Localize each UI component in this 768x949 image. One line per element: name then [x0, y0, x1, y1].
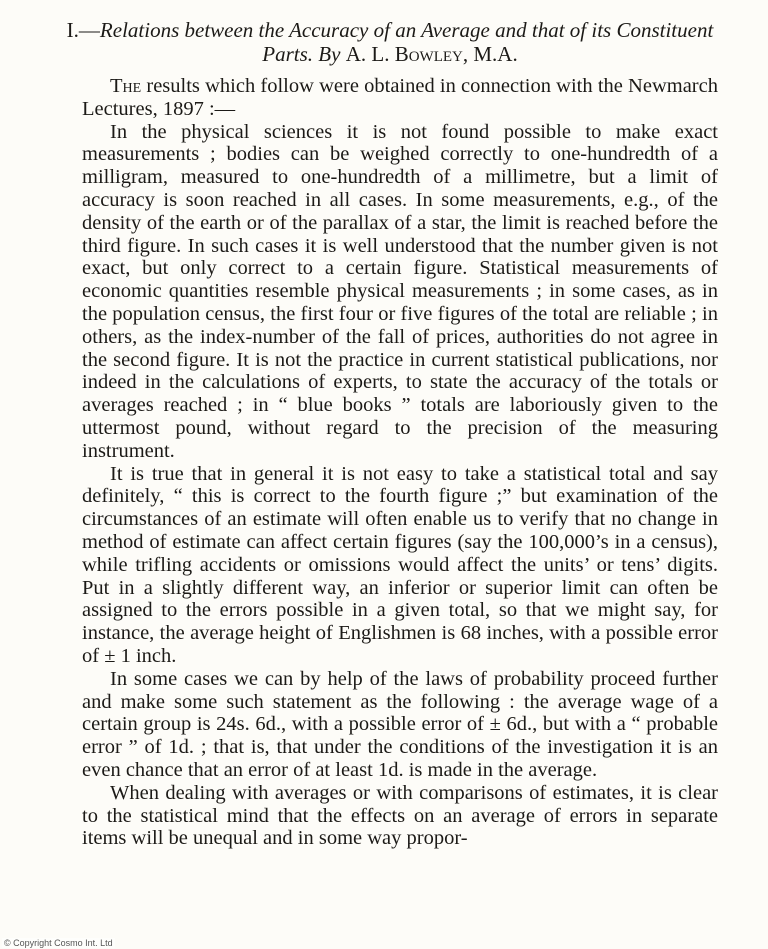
paragraph-lead: The [110, 75, 142, 97]
paragraph-4: In some cases we can by help of the laws of probability proceed further and make some such statement as the following : the average wage of a certain group is 24s. 6d., with a possible error of ± 6d., but with a “ probable error ” of 1d. ; that is, that under the conditions of the investigation it is an even chance that an error of at least 1d. is made in the average. [82, 667, 718, 781]
title-number: I.— [66, 18, 100, 42]
title-by: By [318, 42, 341, 66]
paragraph-1 [82, 75, 718, 121]
title-text: Relations between the Accuracy of an Average and that of its Constituent Parts. [99, 18, 714, 66]
paragraph-text: results which follow were obtained in connection with the Newmarch Lectures, 1897 :— [82, 75, 718, 120]
paragraph-2: In the physical sciences it is not found possible to make exact measurements ; bodies can be weighed correctly to one-hundredth of a milligram, measured to one-hundredth of a millimetre, but a limit of accuracy is soon reached in all cases. In some measurements, e.g., of the density of the earth or of the parallax of a star, the limit is reached before the third figure. In such cases it is well understood that the number given is not exact, but only correct to a certain figure. Statistical measurements of economic quantities resemble physical measurements ; in some cases, as in the population census, the first four or five figures of the total are reliable ; in others, as the index-number of the fall of prices, authorities do not agree in the second figure. It is not the practice in current statistical publications, nor indeed in the calculations of experts, to state the accuracy of the totals or averages reached ; in “ blue books ” totals are laboriously given to the uttermost pound, without regard to the precision of the measuring instrument. [82, 120, 718, 462]
article-title [55, 18, 725, 66]
paragraph-5: When dealing with averages or with comparisons of estimates, it is clear to the statistical mind that the effects on an average of errors in separate items will be unequal and in some way propor- [82, 781, 718, 850]
paragraph-3: It is true that in general it is not easy to take a statistical total and say definitely, “ this is correct to the fourth figure ;” but examination of the circumstances of an estimate will often enable us to verify that no change in method of estimate can affect certain figures (say the 100,000’s in a census), while trifling accidents or omissions would affect the units’ or tens’ digits. Put in a slightly different way, an inferior or superior limit can often be assigned to the errors possible in a given total, so that we might say, for instance, the average height of Englishmen is 68 inches, with a possible error of ± 1 inch. [82, 462, 718, 667]
copyright-watermark: © Copyright Cosmo Int. Ltd [4, 938, 113, 948]
title-author: A. L. Bowley, M.A. [345, 42, 518, 66]
article-body [82, 75, 718, 850]
